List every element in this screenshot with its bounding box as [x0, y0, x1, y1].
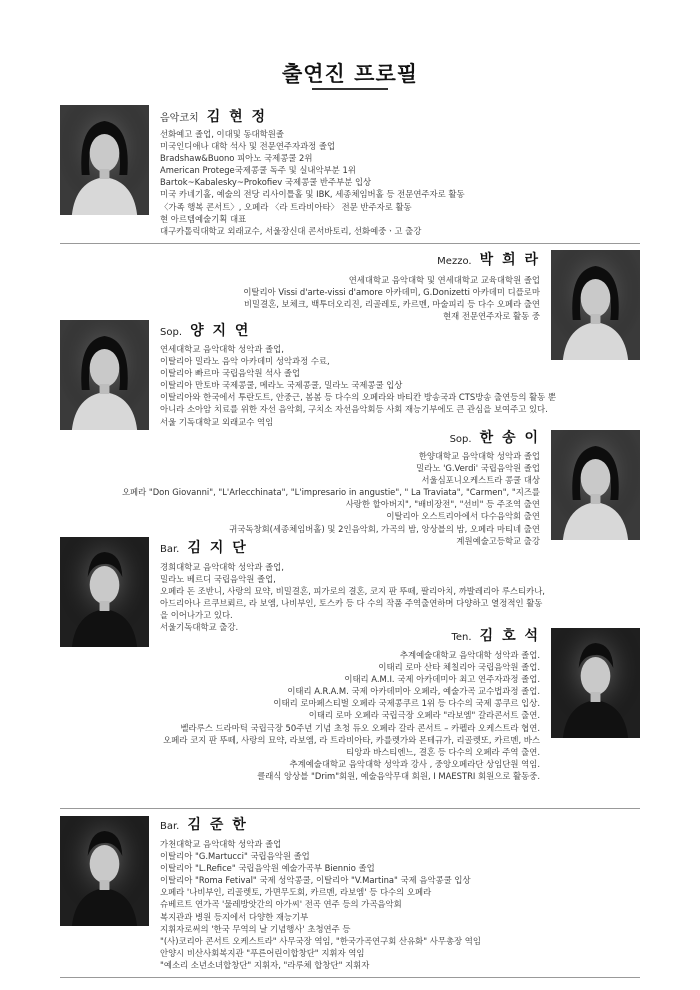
bio-line: 이태리 로마 산타 체칠리아 국립음악원 졸업. — [378, 662, 540, 673]
bio-line: 연세대학교 음악대학 성악과 졸업, — [160, 344, 284, 354]
bio-line: 이태리 A.R.A.M. 국제 아카데미아 오페라, 예술가곡 교수법과정 졸업. — [287, 686, 540, 697]
bio-line: "예소리 소년소녀합창단" 지휘자, "라루체 합창단" 지휘자 — [160, 959, 370, 970]
bio-line: 이태리 로마페스티벌 오페라 국제콩쿠르 1위 등 다수의 국제 콩쿠르 입상. — [273, 698, 540, 709]
bio-line: 티앙과 바스티엔느, 결혼 등 다수의 오페라 주역 출연. — [346, 746, 540, 757]
performer-name: 김 호 석 — [479, 628, 540, 644]
bio-line: 서울기독대학교 출강. — [160, 622, 239, 633]
bio-line: 오페라 '나비부인, 리골렛토, 가면무도회, 카르멘, 라보엠' 등 다수의 오페라 — [160, 887, 432, 898]
bio-performer-6 — [70, 649, 540, 782]
bio-line: 밀라노 'G.Verdi' 국립음악원 졸업 — [416, 463, 540, 474]
role-label: 음악코치 — [160, 113, 199, 124]
photo-performer-1 — [60, 105, 149, 215]
bio-performer-5 — [160, 561, 550, 634]
portrait-male-icon — [60, 537, 149, 647]
page-title: 출연진 프로필 — [281, 62, 419, 86]
bio-line: 클래식 앙상블 "Drim"회원, 예술음악무대 회원, I MAESTRI 회원으로 활동중. — [257, 770, 540, 781]
portrait-male-icon — [551, 628, 640, 738]
bio-line: 이탈리아 "Roma Fetival" 국제 성악콩쿨, 이탈리아 "V.Martina" 국제 음악콩쿨 입상 — [160, 875, 471, 886]
bio-line: Bartok~Kabalesky~Prokofiev 국제콩쿨 반주부분 입상 — [160, 177, 372, 188]
bio-line: 이탈리아 밀라노 음악 아카데미 성악과정 수료, — [160, 356, 330, 367]
bio-line: 슈베르트 연가곡 '물레방앗간의 아가씨' 전곡 연주 등의 가곡음악회 — [160, 899, 402, 910]
name-line-performer-7 — [160, 814, 248, 834]
role-label: Bar. — [160, 821, 180, 832]
role-label: Bar. — [160, 544, 180, 555]
bio-line: 현재 전문연주자로 활동 중 — [443, 311, 540, 322]
bio-line: 이태리 로마 오페라 국립극장 오페라 "라보엠" 갈라콘서트 출연. — [308, 710, 540, 721]
portrait-male-icon — [60, 816, 149, 926]
portrait-female-icon — [551, 430, 640, 540]
bio-performer-3 — [160, 343, 560, 428]
performer-name: 김 지 단 — [187, 540, 248, 556]
bio-line: 비밀결혼, 보체크, 백투더오리진, 리골레토, 카르멘, 마술피리 등 다수 오페라 출연 — [243, 299, 540, 310]
bio-line: 서울 기독대학교 외래교수 역임 — [160, 416, 274, 427]
performer-name: 양 지 연 — [190, 323, 251, 339]
name-line-performer-2 — [437, 249, 540, 269]
portrait-female-icon — [60, 320, 149, 430]
bio-line: American Protege국제콩쿨 독주 및 실내악부분 1위 — [160, 165, 356, 176]
bio-line: "(사)코리아 콘서트 오케스트라" 사무국장 역임, "한국가곡연구회 산유화" 사무총장 역임 — [160, 935, 481, 946]
title-underline — [312, 88, 388, 90]
bio-line: 지휘자로써의 '한국 무역의 날 기념행사' 초청연주 등 — [160, 923, 351, 934]
bio-line: 이탈리아와 한국에서 투란도트, 안중근, 봄봄 등 다수의 오페라와 바티칸 방송국과 CTS방송 출연등의 활동 뿐 아니라 소아암 치료를 위한 자선 음악회, 구치소 자선음악회등 사회 재능기부에도 큰 관심을 보여주고 있다. — [160, 392, 556, 415]
bio-line: 이탈리아 빠르마 국립음악원 석사 졸업 — [160, 368, 301, 379]
performer-name: 김 준 한 — [187, 817, 248, 833]
bio-performer-1 — [160, 128, 640, 237]
bio-line: 연세대학교 음악대학 및 연세대학교 교육대학원 졸업 — [348, 275, 540, 285]
bio-line: 사랑한 할아버지", "배비장전", "선비" 등 주조역 출연 — [345, 499, 540, 510]
photo-performer-3 — [60, 320, 149, 430]
role-label: Sop. — [449, 434, 472, 445]
bio-line: 현 아르템예술기획 대표 — [160, 213, 247, 224]
name-line-performer-4 — [450, 427, 540, 447]
divider — [60, 977, 640, 978]
bio-line: 귀국독창회(세종체임버홀) 및 2인음악회, 가곡의 밤, 앙상블의 밤, 오페라 마티네 출연 — [229, 523, 540, 534]
bio-line: 가천대학교 음악대학 성악과 졸업 — [160, 839, 282, 849]
bio-line: 미국인디애나 대학 석사 및 전문연주자과정 졸업 — [160, 141, 336, 152]
bio-performer-4 — [120, 450, 540, 547]
bio-line: 안양시 비산사회복지관 "푸른어린이합창단" 지휘자 역임 — [160, 947, 365, 958]
name-line-performer-5 — [160, 537, 248, 557]
bio-line: 미국 카네기홀, 예술의 전당 리사이틀홀 및 IBK, 세종체임버홀 등 전문연주자로 활동 — [160, 189, 465, 200]
photo-performer-5 — [60, 537, 149, 647]
name-line-performer-3 — [160, 320, 250, 340]
bio-performer-7 — [160, 838, 640, 971]
portrait-female-icon — [551, 250, 640, 360]
bio-line: 이탈리아 "L.Refice" 국립음악원 예술가곡부 Biennio 졸업 — [160, 863, 375, 874]
bio-line: 이탈리아 만토바 국제콩쿨, 메라노 국제콩쿨, 밀라노 국제콩쿨 입상 — [160, 380, 403, 391]
bio-line: 오페라 "Don Giovanni", "L'Arlecchinata", "L'impresario in angustie", " La Traviata", "Carmen", "지즈를 — [121, 487, 540, 498]
bio-line: 이탈리아 "G.Martucci" 국립음악원 졸업 — [160, 851, 310, 862]
bio-line: 대구카톨릭대학교 외래교수, 서울장신대 콘서바토리, 선화예중ㆍ고 출강 — [160, 225, 422, 236]
photo-performer-2 — [551, 250, 640, 360]
bio-line: 이탈리아 Vissi d'arte-vissi d'amore 아카데미, G.Donizetti 아카데미 디플로마 — [243, 287, 540, 298]
divider — [60, 808, 640, 809]
role-label: Mezzo. — [437, 256, 472, 267]
photo-performer-4 — [551, 430, 640, 540]
bio-line: 이탈리아 오스트리아에서 다수음악회 출연 — [386, 511, 540, 522]
role-label: Sop. — [160, 327, 182, 338]
bio-line: 경희대학교 음악대학 성악과 졸업, — [160, 562, 284, 572]
divider — [60, 243, 640, 244]
bio-line: 추계예술대학교 음악대학 성악과 졸업. — [399, 650, 540, 660]
bio-line: 계원예술고등학교 출강 — [456, 535, 540, 546]
performer-name: 김 현 정 — [206, 109, 268, 125]
bio-line: 오페라 돈 조반니, 사랑의 묘약, 비밀결혼, 피가로의 결혼, 코지 판 뚜떼, 팔리아치, 까발레리아 루스티카나, 아드리아나 르쿠브뢰르, 라 보엠, 나비부인, 토스카 등 다 수의 작품 주역출연하며 다양하고 열정적인 활동을 이어나가고 있다. — [160, 586, 545, 621]
bio-line: 벨라루스 드라마틱 국립극장 50주년 기념 초청 듀오 오페라 갈라 콘서트 – 카펠라 오케스트라 협연. — [180, 722, 540, 733]
bio-line: Bradshaw&Buono 피아노 국제콩쿨 2위 — [160, 153, 313, 164]
photo-performer-7 — [60, 816, 149, 926]
bio-line: 서울심포니오케스트라 콩쿨 대상 — [421, 475, 540, 486]
role-label: Ten. — [451, 632, 472, 643]
bio-line: 이태리 A.M.I. 국제 아카데미아 최고 연주자과정 졸업. — [344, 674, 540, 685]
bio-line: 오페라 코지 판 뚜떼, 사랑의 묘약, 라보엠, 라 트라비아타, 카를렛가와 몬테규가, 리골렛또, 카르멘, 바스 — [163, 734, 540, 745]
performer-name: 박 희 라 — [479, 252, 540, 268]
bio-line: 추계예술대학교 음악대학 성악과 강사 , 중앙오페라단 상임단원 역임. — [289, 758, 540, 769]
portrait-female-icon — [60, 105, 149, 215]
bio-line: 〈가족 행복 콘서트〉, 오페라 〈라 트라비아타〉 전문 반주자로 활동 — [160, 201, 412, 212]
bio-line: 선화예고 졸업, 이대및 동대학원졸 — [160, 129, 284, 139]
bio-line: 밀라노 베르디 국립음악원 졸업, — [160, 574, 276, 585]
bio-performer-2 — [80, 274, 540, 322]
bio-line: 한양대학교 음악대학 성악과 졸업 — [418, 451, 540, 461]
name-line-performer-1 — [160, 106, 267, 126]
photo-performer-6 — [551, 628, 640, 738]
name-line-performer-6 — [452, 625, 541, 645]
bio-line: 복지관과 병원 등지에서 다양한 재능기부 — [160, 911, 309, 922]
performer-name: 한 송 이 — [479, 430, 540, 446]
